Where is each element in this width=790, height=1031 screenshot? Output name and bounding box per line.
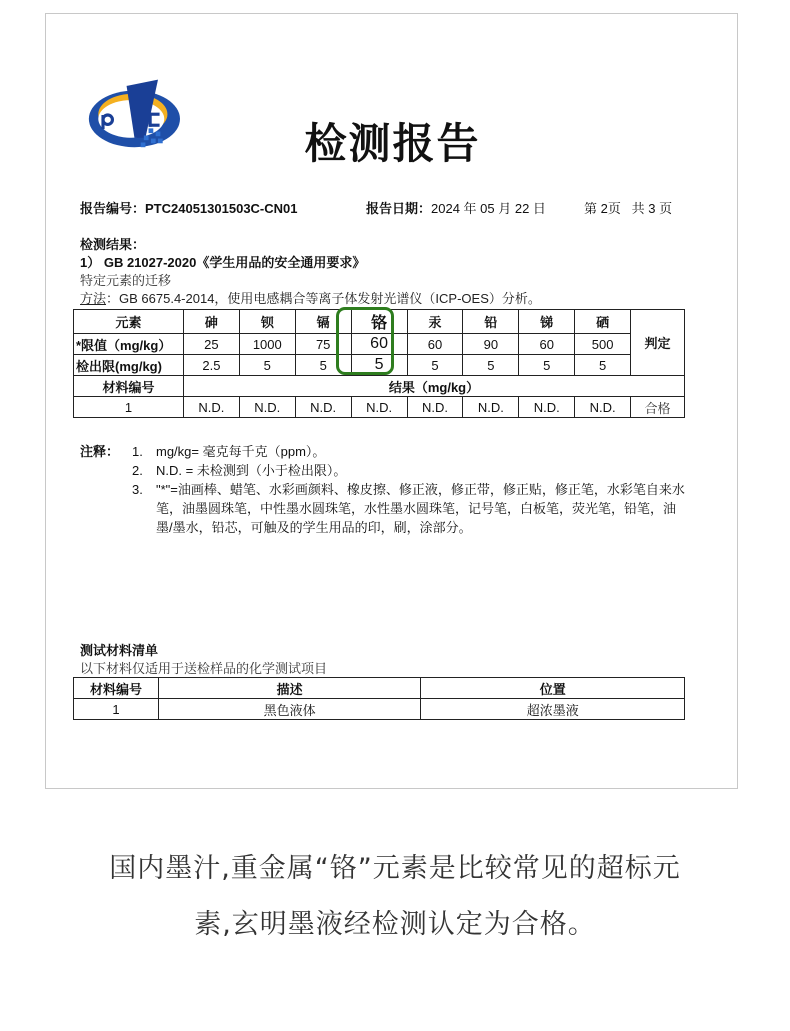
limit-cell: 25 <box>183 334 239 355</box>
element-header: 锑 <box>519 310 575 334</box>
limit-cell: 75 <box>295 334 351 355</box>
table-row <box>74 678 685 699</box>
detection-cell: 5 <box>463 355 519 376</box>
note-number: 1. <box>132 444 143 459</box>
note-text: "*"=油画棒、蜡笔、水彩画颜料、橡皮擦、修正液，修正带，修正贴，修正笔，水彩笔自来水笔，油墨圆珠笔，中性墨水圆珠笔，水性墨水圆珠笔，记号笔，白板笔，荧光笔，铅笔，油墨/墨水，铅芯，可触及的学生用品的印，刷，涂部分。 <box>156 482 685 535</box>
caption-line-2: 素,玄明墨液经检测认定为合格。 <box>194 909 596 940</box>
element-header: 硒 <box>575 310 631 334</box>
result-header: 结果（mg/kg） <box>183 376 684 397</box>
element-header: 汞 <box>407 310 463 334</box>
limit-cell: 1000 <box>239 334 295 355</box>
report-date: 报告日期：2024 年 05 月 22 日 <box>366 201 546 216</box>
limit-cell: 60 <box>519 334 575 355</box>
note-text: mg/kg= 毫克每千克（ppm）。 <box>156 444 326 459</box>
detection-cell: 5 <box>239 355 295 376</box>
standard-title: 1） GB 21027-2020《学生用品的安全通用要求》 <box>80 255 366 270</box>
verdict-header: 判定 <box>631 310 685 376</box>
detection-cell: 5 <box>295 355 351 376</box>
element-header: 砷 <box>183 310 239 334</box>
result-cell: N.D. <box>351 397 407 418</box>
table-cell: 1 <box>74 699 159 720</box>
table-cell: 黑色液体 <box>158 699 421 720</box>
limit-cell: 500 <box>575 334 631 355</box>
element-header: 铬 <box>351 310 407 334</box>
header-cell: 位置 <box>421 678 685 699</box>
materials-table <box>73 677 685 720</box>
table-row <box>74 376 685 397</box>
table-row <box>74 397 685 418</box>
page-info: 第 2页 共 3 页 <box>584 201 673 216</box>
results-heading: 检测结果： <box>80 237 146 252</box>
method-line: 方法：GB 6675.4-2014，使用电感耦合等离子体发射光谱仪（ICP-OES）分析。 <box>80 291 541 306</box>
limit-cell: 60 <box>351 334 407 355</box>
header-cell: 描述 <box>158 678 421 699</box>
result-cell: N.D. <box>463 397 519 418</box>
header-cell: *限值（mg/kg） <box>74 334 184 355</box>
detection-cell: 5 <box>575 355 631 376</box>
note-text: N.D. = 未检测到（小于检出限）。 <box>156 463 347 478</box>
table-row <box>74 699 685 720</box>
result-cell: N.D. <box>407 397 463 418</box>
detection-cell: 5 <box>519 355 575 376</box>
table-row <box>74 310 685 334</box>
header-cell: 检出限(mg/kg) <box>74 355 184 376</box>
detection-cell: 5 <box>351 355 407 376</box>
report-page <box>45 13 738 789</box>
header-cell: 材料编号 <box>74 678 159 699</box>
materials-subheading: 以下材料仅适用于送检样品的化学测试项目 <box>80 661 328 676</box>
subheading: 特定元素的迁移 <box>80 273 172 288</box>
header-cell: 元素 <box>74 310 184 334</box>
table-cell: 超浓墨液 <box>421 699 685 720</box>
verdict-cell: 合格 <box>631 397 685 418</box>
limit-cell: 90 <box>463 334 519 355</box>
header-cell: 材料编号 <box>74 376 184 397</box>
result-cell: N.D. <box>239 397 295 418</box>
element-header: 镉 <box>295 310 351 334</box>
result-cell: N.D. <box>183 397 239 418</box>
report-number: 报告编号：PTC24051301503C-CN01 <box>80 201 298 216</box>
element-header: 钡 <box>239 310 295 334</box>
material-id: 1 <box>74 397 184 418</box>
detection-cell: 5 <box>407 355 463 376</box>
caption-line-1: 国内墨汁,重金属“铬”元素是比较常见的超标元 <box>109 853 681 884</box>
note-number: 2. <box>132 463 143 478</box>
note-number: 3. <box>132 482 143 497</box>
result-cell: N.D. <box>295 397 351 418</box>
result-cell: N.D. <box>575 397 631 418</box>
element-header: 铅 <box>463 310 519 334</box>
elements-table <box>73 309 685 418</box>
table-row <box>74 334 685 355</box>
notes-label: 注释： <box>80 444 120 459</box>
table-row <box>74 355 685 376</box>
limit-cell: 60 <box>407 334 463 355</box>
detection-cell: 2.5 <box>183 355 239 376</box>
page-title: 检测报告 <box>304 119 481 168</box>
result-cell: N.D. <box>519 397 575 418</box>
materials-heading: 测试材料清单 <box>80 643 159 658</box>
